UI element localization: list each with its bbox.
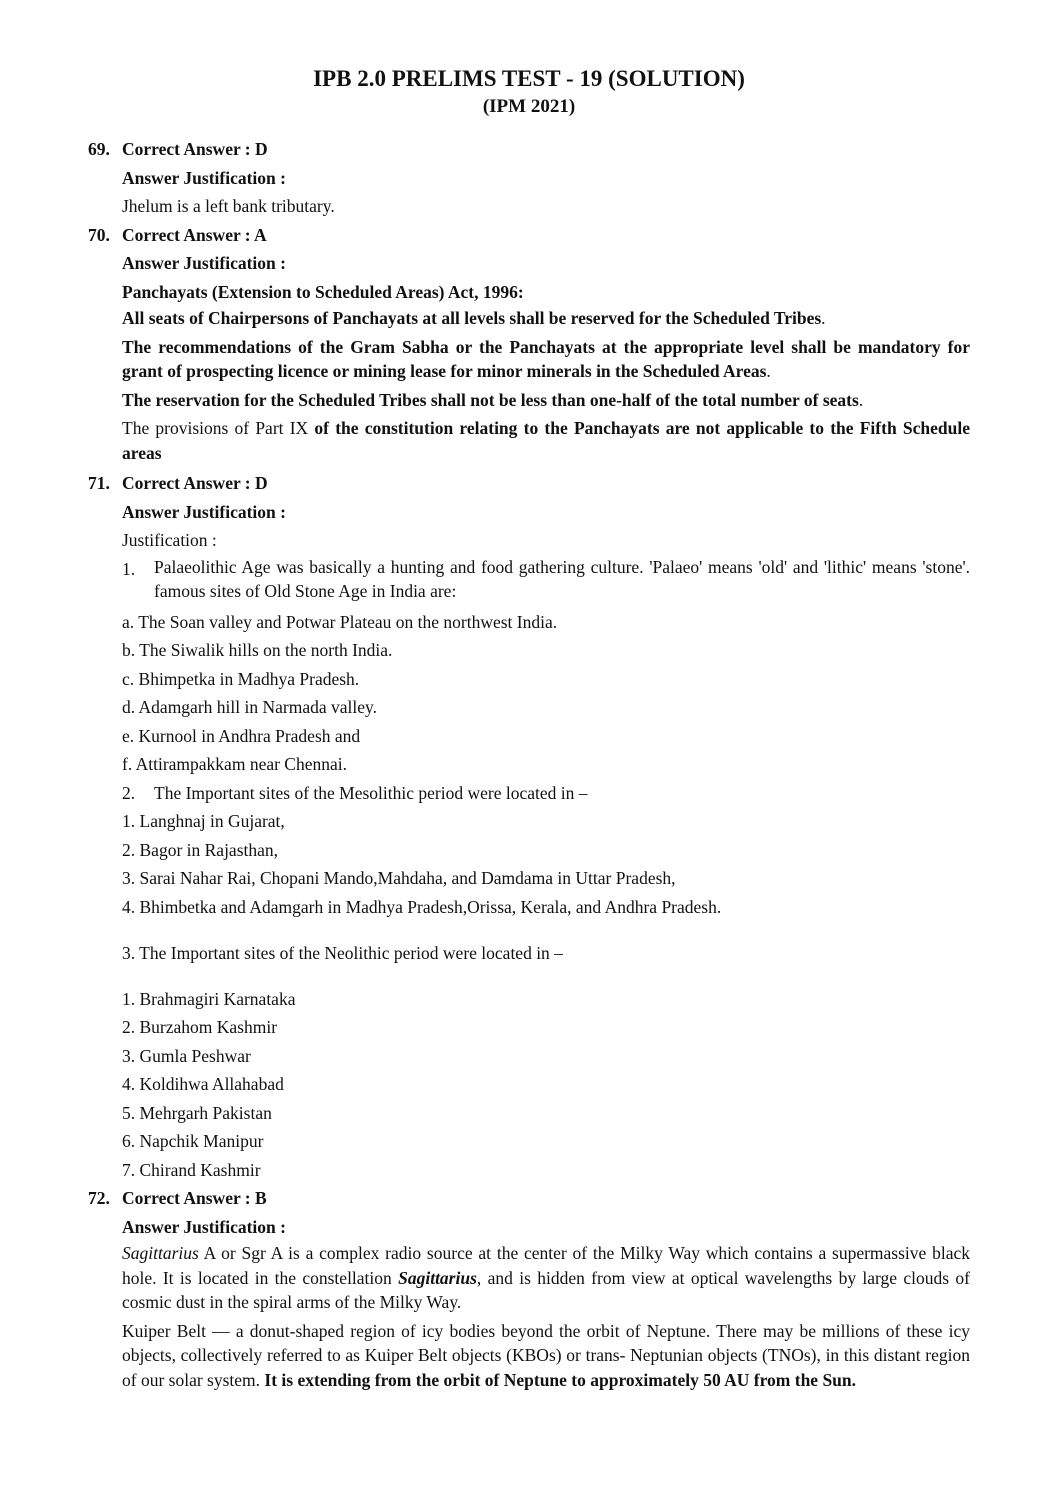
list-item: 2. Bagor in Rajasthan, xyxy=(122,839,279,860)
justification-text: Jhelum is a left bank tributary. xyxy=(122,196,335,216)
list-item: 1. Brahmagiri Karnataka xyxy=(122,988,296,1009)
list-item: 5. Mehrgarh Pakistan xyxy=(122,1102,272,1123)
mesolithic-sites xyxy=(122,807,970,921)
justification-paragraph xyxy=(122,1319,970,1393)
list-item: b. The Siwalik hills on the north India. xyxy=(122,640,393,660)
question-69 xyxy=(88,135,970,221)
list-item: 4. Koldihwa Allahabad xyxy=(122,1074,284,1094)
list-item: c. Bhimpetka in Madhya Pradesh. xyxy=(122,668,360,689)
paragraph-text: The provisions of Part IX xyxy=(122,418,315,438)
justification-paragraph xyxy=(122,416,970,465)
question-72 xyxy=(88,1184,970,1392)
list-item: 3. Sarai Nahar Rai, Chopani Mando,Mahdaha, and Damdama in Uttar Pradesh, xyxy=(122,868,676,888)
list-item-palaeolithic xyxy=(122,555,970,779)
correct-answer: Correct Answer : D xyxy=(122,473,268,493)
paragraph-text: , and is hidden from view at optical wavelengths by large clouds of cosmic dust in the spiral arms of the Milky Way. xyxy=(122,1267,970,1312)
paragraph-text: A or Sgr A is a complex radio source at the center of the Milky Way which contains a supermassive black hole. It is located in the constellation xyxy=(122,1243,970,1288)
list-item: 2. Burzahom Kashmir xyxy=(122,1017,278,1037)
correct-answer: Correct Answer : A xyxy=(122,224,267,245)
list-item: a. The Soan valley and Potwar Plateau on the northwest India. xyxy=(122,611,558,632)
list-item: d. Adamgarh hill in Narmada valley. xyxy=(122,697,377,717)
justification-paragraph: The reservation for the Scheduled Tribes shall not be less than one-half of the total number of seats. xyxy=(122,389,864,410)
italic-term: Sagittarius xyxy=(122,1243,199,1263)
list-item: 7. Chirand Kashmir xyxy=(122,1159,261,1180)
question-number: 72. xyxy=(88,1188,110,1208)
list-item: 1. Langhnaj in Gujarat, xyxy=(122,811,285,831)
list-item: f. Attirampakkam near Chennai. xyxy=(122,754,347,774)
list-item-neolithic xyxy=(122,939,970,1185)
correct-answer: Correct Answer : B xyxy=(122,1188,267,1208)
solutions-content xyxy=(88,135,970,1396)
justification-paragraph xyxy=(122,1241,970,1315)
correct-answer: Correct Answer : D xyxy=(122,139,268,159)
justification-paragraph: The recommendations of the Gram Sabha or the Panchayats at the appropriate level shall be mandatory for grant of prospecting licence or mining lease for minor minerals in the Scheduled Areas. xyxy=(122,336,970,381)
palaeolithic-sites xyxy=(122,608,970,779)
neolithic-sites xyxy=(122,985,970,1185)
item-number: 1. xyxy=(122,558,136,579)
list-item: 3. Gumla Peshwar xyxy=(122,1045,251,1066)
justification-label: Answer Justification : xyxy=(122,501,286,522)
justification-label: Answer Justification : xyxy=(122,253,286,273)
list-item: 4. Bhimbetka and Adamgarh in Madhya Pradesh,Orissa, Kerala, and Andhra Pradesh. xyxy=(122,896,722,917)
justification-text: Justification : xyxy=(122,530,217,550)
question-number: 70. xyxy=(88,224,110,245)
paragraph-text: The reservation for the Scheduled Tribes shall not be less than one-half of the total number of seats xyxy=(122,389,859,410)
justification-label: Answer Justification : xyxy=(122,1216,286,1237)
question-71 xyxy=(88,469,970,1184)
item-text: The Important sites of the Mesolithic period were located in – xyxy=(154,782,588,803)
page-subtitle: (IPM 2021) xyxy=(482,96,576,117)
page-title: IPB 2.0 PRELIMS TEST - 19 (SOLUTION) xyxy=(313,66,745,91)
question-number: 71. xyxy=(88,473,110,493)
justification-paragraph: All seats of Chairpersons of Panchayats at all levels shall be reserved for the Scheduled Tribes. xyxy=(122,308,826,328)
item-text: 3. The Important sites of the Neolithic period were located in – xyxy=(122,942,563,963)
item-text: Palaeolithic Age was basically a hunting and food gathering culture. 'Palaeo' means 'old' and 'lithic' means 'stone'. famous sites of Old Stone Age in India are: xyxy=(154,556,970,601)
list-item: e. Kurnool in Andhra Pradesh and xyxy=(122,725,361,746)
list-item: 6. Napchik Manipur xyxy=(122,1131,264,1151)
paragraph-text: Kuiper Belt — a donut-shaped region of icy bodies beyond the orbit of Neptune. There may be millions of these icy objects, collectively referred to as Kuiper Belt objects (KBOs) or trans- Neptunian objects (TNOs), in this distant region of our solar system. xyxy=(122,1320,970,1390)
paragraph-text: All seats of Chairpersons of Panchayats at all levels shall be reserved for the Scheduled Tribes xyxy=(122,308,822,328)
paragraph-text-bold: It is extending from the orbit of Neptune to approximately 50 AU from the Sun. xyxy=(264,1369,857,1390)
paragraph-text-bold: of the constitution relating to the Panchayats are not applicable to the Fifth Schedule areas xyxy=(122,418,970,463)
question-70 xyxy=(88,221,970,466)
act-heading: Panchayats (Extension to Scheduled Areas) Act, 1996: xyxy=(122,281,524,302)
item-number: 2. xyxy=(122,782,136,803)
justification-label: Answer Justification : xyxy=(122,167,286,188)
paragraph-text: The recommendations of the Gram Sabha or the Panchayats at the appropriate level shall be mandatory for grant of prospecting licence or mining lease for minor minerals in the Scheduled Areas xyxy=(122,336,970,381)
list-item-mesolithic xyxy=(122,779,970,922)
question-number: 69. xyxy=(88,139,110,159)
bold-italic-term: Sagittarius xyxy=(398,1267,477,1288)
